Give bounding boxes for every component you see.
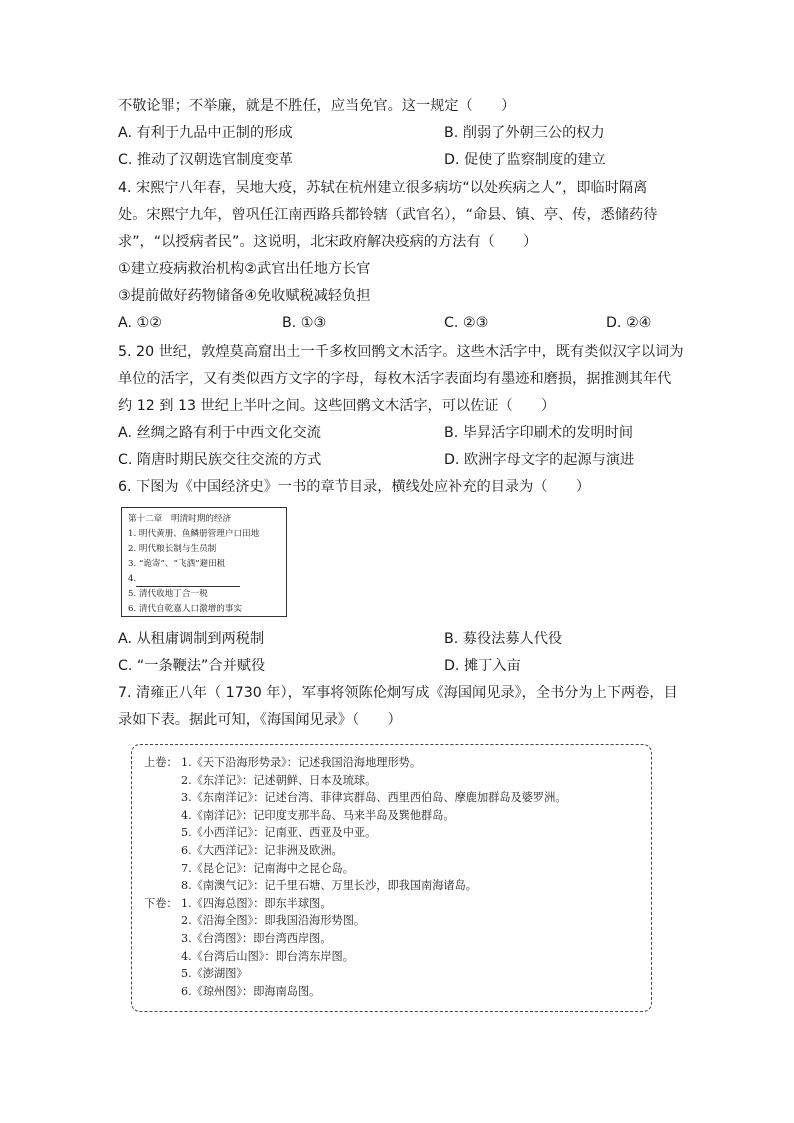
chapter-row: 5. 清代收地丁合一税 <box>128 589 208 599</box>
directory-entry: 8.《南澳气记》：记千里石塘、万里长沙，即我国南海诸岛。 <box>181 879 477 893</box>
book-directory-figure <box>131 744 652 1012</box>
q3-option-b[interactable]: B. 削弱了外朝三公的权力 <box>444 125 605 141</box>
directory-entry: 上卷： 1.《天下沿海形势录》：记述我国沿海地理形势。 <box>144 754 639 772</box>
directory-entry: 5.《澎湖图》 <box>181 967 248 981</box>
q7-stem-line-1: 7. 清雍正八年（ 1730 年），军事将领陈伦炯写成《海国闻见录》，全书分为上下两卷，目 <box>118 685 678 701</box>
q5-stem-line-3: 约 12 到 13 世纪上半叶之间。这些回鹘文木活字，可以佐证（ ） <box>118 398 556 414</box>
chapter-row: 2. 明代粮长制与生员制 <box>128 544 217 554</box>
q5-stem-line-2: 单位的活字，又有类似西方文字的字母，每枚木活字表面均有墨迹和磨损，据推测其年代 <box>118 371 672 387</box>
directory-entry: 7.《昆仑记》：记南海中之昆仑岛。 <box>181 861 354 875</box>
q4-option-d[interactable]: D. ②④ <box>606 315 652 331</box>
directory-entry: 5.《小西洋记》：记南亚、西亚及中亚。 <box>181 826 377 840</box>
q4-item-line-1: ①建立疫病救治机构②武官出任地方长官 <box>118 261 371 277</box>
chapter-row: 1. 明代黄册、鱼鳞册管理户口田地 <box>128 529 260 539</box>
q7-stem-line-2: 录如下表。据此可知，《海国闻见录》（ ） <box>118 712 402 728</box>
directory-entry: 2.《东洋记》：记述朝鲜、日本及琉球。 <box>181 773 377 787</box>
chapter-row-blank <box>128 572 280 587</box>
q6-option-b[interactable]: B. 募役法募人代役 <box>444 631 563 647</box>
q6-option-c[interactable]: C. “一条鞭法”合并赋役 <box>118 658 266 674</box>
directory-entry: 2.《沿海全图》：即我国沿海形势图。 <box>181 914 366 928</box>
q6-stem: 6. 下图为《中国经济史》一书的章节目录，横线处应补充的目录为（ ） <box>118 479 591 495</box>
q5-option-c[interactable]: C. 隋唐时期民族交往交流的方式 <box>118 452 322 468</box>
q3-option-c[interactable]: C. 推动了汉朝选官制度变革 <box>118 152 293 168</box>
directory-entry: 3.《台湾图》：即台湾西岸图。 <box>181 931 332 945</box>
q5-option-b[interactable]: B. 毕昇活字印刷术的发明时间 <box>444 425 634 441</box>
q4-stem-line-1: 4. 宋熙宁八年春，吴地大疫，苏轼在杭州建立很多病坊“以处疾病之人”，即临时隔离 <box>118 180 648 196</box>
q3-option-a[interactable]: A. 有利于九品中正制的形成 <box>118 125 293 141</box>
directory-entry: 4.《台湾后山图》：即台湾东岸图。 <box>181 949 354 963</box>
directory-entry: 3.《东南洋记》：记述台湾、菲律宾群岛、西里西伯岛、摩鹿加群岛及婆罗洲。 <box>181 791 567 805</box>
volume-label: 上卷： <box>144 756 178 769</box>
directory-entry: 6.《琼州图》：即海南岛图。 <box>181 984 321 998</box>
chapter-row: 3. “诡寄”、“飞洒”避田租 <box>128 559 226 569</box>
q4-option-b[interactable]: B. ①③ <box>282 315 327 331</box>
chapter-row-number: 4. <box>128 574 137 584</box>
q4-stem-line-2: 处。宋熙宁九年，曾巩任江南西路兵都铃辖（武官名），“命县、镇、亭、传，悉储药待 <box>118 207 658 223</box>
q4-stem-line-3: 求”，“以授病者民”。这说明，北宋政府解决疫病的方法有（ ） <box>118 234 538 250</box>
q4-option-a[interactable]: A. ①② <box>118 315 162 331</box>
q4-item-line-2: ③提前做好药物储备④免收赋税减轻负担 <box>118 288 371 304</box>
q6-option-d[interactable]: D. 摊丁入亩 <box>444 658 521 674</box>
directory-entry: 下卷： 1.《四海总图》：即东半球图。 <box>144 895 639 913</box>
fill-blank-line <box>136 577 240 587</box>
q5-stem-line-1: 5. 20 世纪，敦煌莫高窟出土一千多枚回鹘文木活字。这些木活字中，既有类似汉字以词为 <box>118 344 684 360</box>
q3-option-d[interactable]: D. 促使了监察制度的建立 <box>444 152 606 168</box>
q5-option-a[interactable]: A. 丝绸之路有利于中西文化交流 <box>118 425 321 441</box>
chapter-row: 6. 清代自乾嘉人口激增的事实 <box>128 604 243 614</box>
directory-entry: 4.《南洋记》：记印度支那半岛、马来半岛及巽他群岛。 <box>181 808 455 822</box>
chapter-title: 第十二章 明清时期的经济 <box>128 514 232 524</box>
q4-option-c[interactable]: C. ②③ <box>444 315 489 331</box>
q6-option-a[interactable]: A. 从租庸调制到两税制 <box>118 631 265 647</box>
q5-option-d[interactable]: D. 欧洲字母文字的起源与演进 <box>444 452 635 468</box>
chapter-contents-figure <box>121 507 287 617</box>
q3-stem: 不敬论罪；不举廉，就是不胜任，应当免官。这一规定（ ） <box>118 98 516 114</box>
volume-label: 下卷： <box>144 896 178 910</box>
directory-entry: 6.《大西洋记》：记非洲及欧洲。 <box>181 843 343 857</box>
